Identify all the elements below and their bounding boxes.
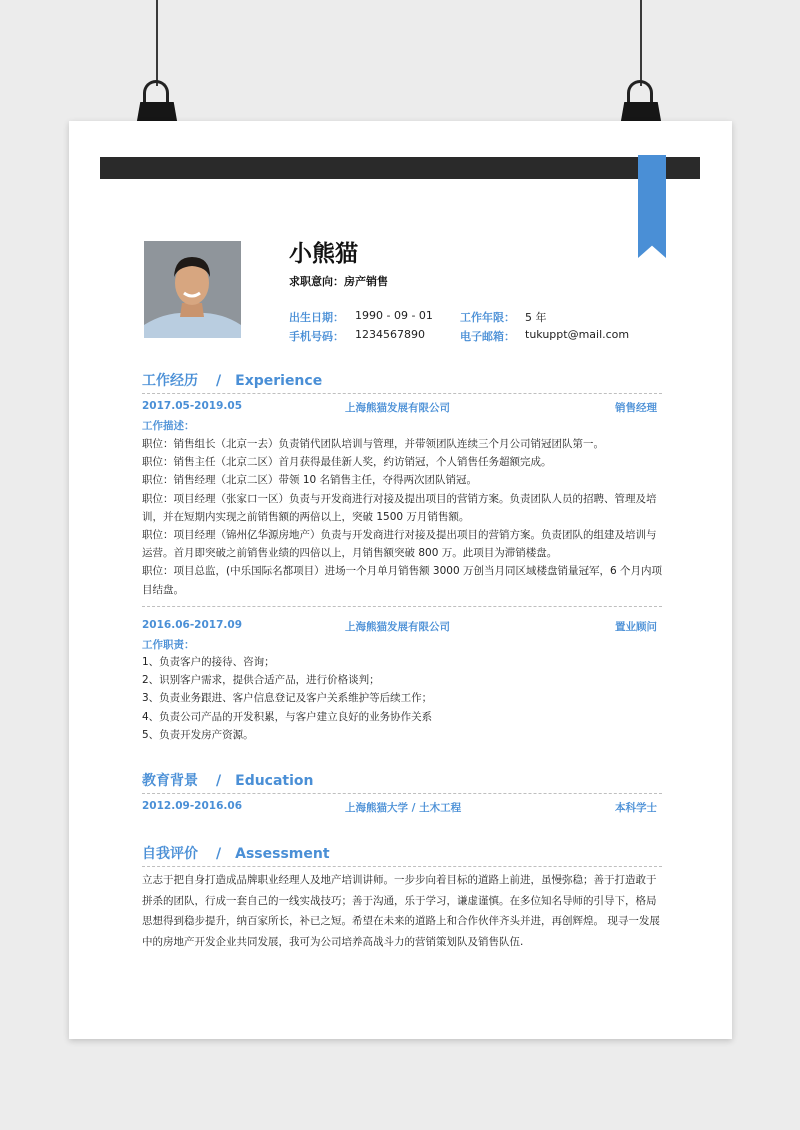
divider	[142, 606, 662, 607]
job-sub-label: 工作描述：	[142, 420, 195, 432]
email-value: tukuppt@mail.com	[525, 328, 630, 341]
job-line: 职位：项目经理（锦州亿华源房地产）负责与开发商进行对接及提出项目的营销方案。负责团队的组建及培训与运营。首月即突破之前销售业绩的四倍以上，月销售额突破 800 万。此项目为滞销楼盘。	[142, 529, 657, 560]
candidate-name: 小熊猫	[289, 241, 358, 267]
profile-photo	[144, 241, 241, 338]
job-line: 5、负责开发房产资源。	[142, 728, 254, 741]
section-title-experience	[142, 370, 322, 390]
job-header-2	[142, 619, 657, 633]
section-title-education	[142, 770, 314, 790]
divider	[142, 793, 662, 794]
job-period: 2017.05-2019.05	[142, 400, 243, 412]
education-period: 2012.09-2016.06	[142, 800, 243, 812]
job-line: 职位：销售主任（北京二区）首月获得最佳新人奖，约访销冠，个人销售任务超额完成。	[142, 456, 552, 469]
section-title-en: Assessment	[235, 846, 330, 862]
job-line: 2、识别客户需求，提供合适产品，进行价格谈判；	[142, 674, 380, 687]
hanging-wire-left	[156, 0, 158, 86]
job-line: 1、负责客户的接待、咨询；	[142, 656, 275, 668]
job-company: 上海熊猫发展有限公司	[345, 402, 450, 414]
divider	[142, 866, 662, 867]
job-line: 职位：项目总监，(中乐国际名都项目）进场一个月单月销售额 3000 万创当月同区域楼盘销量冠军，6 个月内项目结盘。	[142, 565, 663, 596]
job-line: 4、负责公司产品的开发积累，与客户建立良好的业务协作关系	[142, 710, 433, 723]
resume-sheet	[69, 121, 732, 1039]
job-sub-label: 工作职责：	[142, 639, 195, 651]
bookmark-ribbon-icon	[638, 155, 666, 258]
years-value: 5 年	[525, 311, 547, 324]
section-title-cn: 教育背景	[142, 773, 198, 789]
job-line: 3、负责业务跟进、客户信息登记及客户关系维护等后续工作；	[142, 692, 433, 705]
section-title-en: Experience	[235, 373, 323, 389]
job-line: 职位：销售经理（北京二区）带领 10 名销售主任，夺得两次团队销冠。	[142, 474, 478, 487]
job-intent: 求职意向：房产销售	[289, 275, 388, 288]
phone-label: 手机号码：	[289, 330, 344, 343]
section-title-cn: 工作经历	[142, 373, 198, 389]
job-description-2	[142, 653, 662, 744]
education-school: 上海熊猫大学 / 土木工程	[345, 802, 462, 814]
section-title-en: Education	[235, 773, 314, 789]
phone-value: 1234567890	[355, 328, 425, 341]
header-bar	[100, 157, 700, 179]
job-position: 销售经理	[615, 402, 657, 414]
job-company: 上海熊猫发展有限公司	[345, 621, 450, 633]
job-position: 置业顾问	[615, 621, 657, 633]
hanging-wire-right	[640, 0, 642, 86]
section-title-assessment	[142, 843, 330, 863]
job-line: 职位：项目经理（张家口一区）负责与开发商进行对接及提出项目的营销方案。负责团队人员的招聘、管理及培训，并在短期内实现之前销售额的两倍以上，突破 1500 万月销售额。	[142, 492, 657, 523]
section-title-sep: /	[216, 846, 222, 862]
years-label: 工作年限：	[460, 311, 515, 324]
section-title-sep: /	[216, 373, 222, 389]
divider	[142, 393, 662, 394]
job-description-1	[142, 435, 662, 599]
job-period: 2016.06-2017.09	[142, 619, 243, 631]
birth-value: 1990 - 09 - 01	[355, 309, 433, 322]
self-assessment-text: 立志于把自身打造成品牌职业经理人及地产培训讲师。一步步向着目标的道路上前进，虽慢弥稳；善于打造敢于拼杀的团队，行成一套自己的一线实战技巧；善于沟通，乐于学习，谦虚谨慎。在多位知名导师的引导下，格局思想得到稳步提升，纳百家所长，补已之短。希望在未来的道路上和合作伙伴齐头并进，再创辉煌。 现寻一发展中的房地产开发企业共同发展，我可为公司培养高战斗力的营销策划队及销售队伍.	[142, 874, 660, 948]
education-row	[142, 800, 657, 814]
education-degree: 本科学士	[615, 802, 657, 814]
job-line: 职位：销售组长（北京一去）负责销代团队培训与管理，并带领团队连续三个月公司销冠团队第一。	[142, 438, 604, 450]
email-label: 电子邮箱：	[460, 330, 515, 343]
birth-label: 出生日期：	[289, 311, 344, 324]
section-title-sep: /	[216, 773, 222, 789]
section-title-cn: 自我评价	[142, 846, 198, 862]
job-header-1	[142, 400, 657, 414]
